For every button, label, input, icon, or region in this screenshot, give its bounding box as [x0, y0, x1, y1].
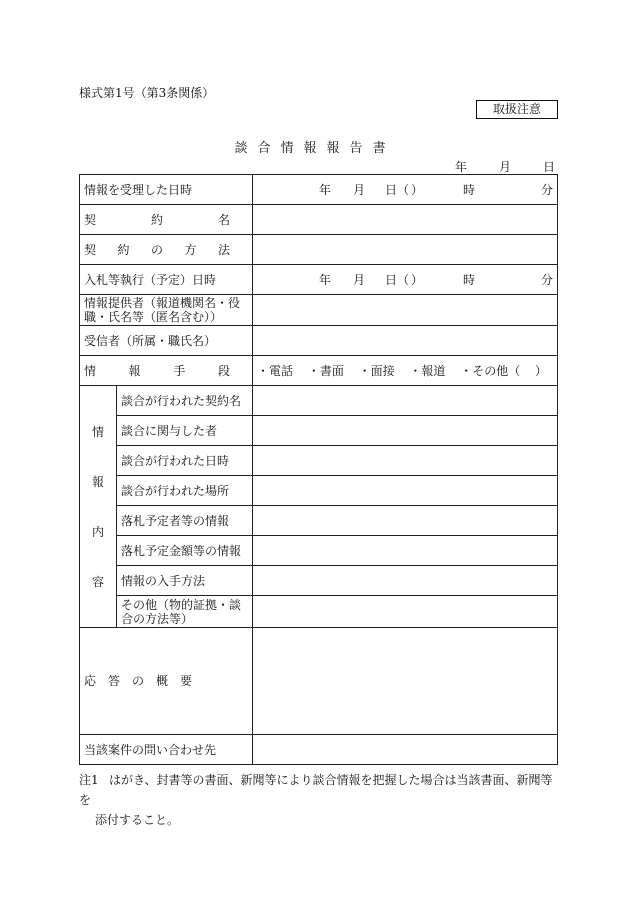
contract-name-field[interactable]	[253, 205, 558, 235]
table-row	[80, 386, 558, 416]
summary-field[interactable]	[253, 628, 558, 735]
contract-name-text	[84, 213, 248, 227]
means-field[interactable]	[253, 356, 558, 386]
footnote-marker: 注1	[79, 773, 99, 787]
summary-label	[80, 628, 253, 735]
info-item-label: 談合に関与した者	[117, 416, 253, 446]
info-content-char: 内	[91, 524, 104, 539]
dt-hour: 時	[463, 272, 476, 287]
dt-day: 日（	[385, 272, 410, 287]
dt-minute: 分	[541, 182, 554, 197]
table-row	[80, 566, 558, 596]
footnote-line1: はがき、封書等の書面、新聞等により談合情報を把握した場合は当該書面、新聞等を	[79, 773, 553, 807]
label-char: 概	[156, 674, 169, 688]
dt-month: 月	[353, 272, 366, 287]
table-row	[80, 326, 558, 356]
table-row	[80, 295, 558, 326]
table-row	[80, 476, 558, 506]
label-char: の	[132, 674, 145, 688]
means-label	[80, 356, 253, 386]
dt-minute: 分	[541, 272, 554, 287]
info-content-char: 情	[91, 424, 104, 439]
label-char: の	[151, 242, 164, 257]
received-datetime-label: 情報を受理した日時	[80, 175, 253, 205]
label-char: 約	[151, 212, 164, 227]
table-row	[80, 536, 558, 566]
label-char: 契	[84, 242, 97, 257]
info-item-field[interactable]	[253, 416, 558, 446]
label-char: 契	[84, 212, 97, 227]
means-text	[84, 364, 248, 378]
info-item-field[interactable]	[253, 506, 558, 536]
label-char: 手	[173, 363, 186, 378]
info-item-label: 談合が行われた場所	[117, 476, 253, 506]
means-option: ・電話	[257, 363, 294, 378]
info-item-label: 落札予定金額等の情報	[117, 536, 253, 566]
means-options	[257, 364, 553, 378]
table-row	[80, 506, 558, 536]
info-item-field[interactable]	[253, 476, 558, 506]
info-content-char: 報	[91, 474, 104, 489]
label-char: 報	[128, 363, 141, 378]
recipient-field[interactable]	[253, 326, 558, 356]
table-row	[80, 416, 558, 446]
table-row	[80, 175, 558, 205]
info-item-label: 情報の入手方法	[117, 566, 253, 596]
info-item-field[interactable]	[253, 386, 558, 416]
means-option: ・その他（	[460, 363, 521, 378]
table-row	[80, 446, 558, 476]
info-content-chars	[84, 407, 112, 607]
table-row	[80, 596, 558, 628]
means-option: ・面接	[358, 363, 395, 378]
recipient-label: 受信者（所属・職氏名）	[80, 326, 253, 356]
label-char: 情	[84, 363, 97, 378]
table-row	[80, 735, 558, 765]
label-char: 名	[218, 212, 231, 227]
dt-close: ）	[411, 182, 424, 197]
label-char: 応	[84, 674, 97, 688]
dt-month: 月	[353, 182, 366, 197]
means-option: ・報道	[409, 363, 446, 378]
report-date-year: 年	[455, 160, 468, 174]
form-reference: 様式第1号（第3条関係）	[79, 86, 215, 100]
contract-method-field[interactable]	[253, 235, 558, 265]
info-content-char: 容	[91, 574, 104, 589]
provider-label: 情報提供者（報道機関名・役職・氏名等（匿名含む））	[80, 295, 253, 326]
report-date	[455, 158, 555, 175]
dt-year: 年	[319, 182, 332, 197]
bid-datetime-label: 入札等執行（予定）日時	[80, 265, 253, 295]
dt-hour: 時	[463, 182, 476, 197]
contact-field[interactable]	[253, 735, 558, 765]
dt-year: 年	[319, 272, 332, 287]
info-item-field[interactable]	[253, 596, 558, 628]
document-title: 談合情報報告書	[234, 141, 396, 156]
means-option: ）	[535, 363, 548, 378]
label-char: 約	[117, 242, 130, 257]
received-datetime-field[interactable]	[253, 175, 558, 205]
dt-day: 日（	[385, 182, 410, 197]
footnote	[79, 770, 559, 830]
table-row	[80, 235, 558, 265]
info-item-label: 落札予定者等の情報	[117, 506, 253, 536]
table-row	[80, 205, 558, 235]
label-char: 要	[180, 674, 193, 688]
means-option: ・書面	[307, 363, 344, 378]
table-row	[80, 265, 558, 295]
label-char: 方	[184, 242, 197, 257]
report-table	[79, 174, 558, 765]
report-date-month: 月	[499, 160, 512, 174]
contact-label: 当該案件の問い合わせ先	[80, 735, 253, 765]
report-date-day: 日	[543, 160, 556, 174]
info-item-label: その他（物的証拠・談合の方法等）	[117, 596, 253, 628]
dt-close: ）	[411, 272, 424, 287]
info-item-label: 談合が行われた日時	[117, 446, 253, 476]
provider-field[interactable]	[253, 295, 558, 326]
info-item-field[interactable]	[253, 566, 558, 596]
table-row	[80, 356, 558, 386]
info-item-field[interactable]	[253, 446, 558, 476]
info-item-label: 談合が行われた契約名	[117, 386, 253, 416]
contract-method-text	[84, 243, 248, 257]
bid-datetime-field[interactable]	[253, 265, 558, 295]
label-char: 段	[217, 363, 230, 378]
contract-name-label	[80, 205, 253, 235]
table-row	[80, 628, 558, 735]
summary-text	[84, 674, 248, 688]
label-char: 法	[218, 242, 231, 257]
info-content-label	[80, 386, 117, 628]
footnote-line2: 添付すること。	[95, 813, 180, 827]
handling-notice-box: 取扱注意	[476, 100, 558, 119]
label-char: 答	[108, 674, 121, 688]
info-item-field[interactable]	[253, 536, 558, 566]
contract-method-label	[80, 235, 253, 265]
